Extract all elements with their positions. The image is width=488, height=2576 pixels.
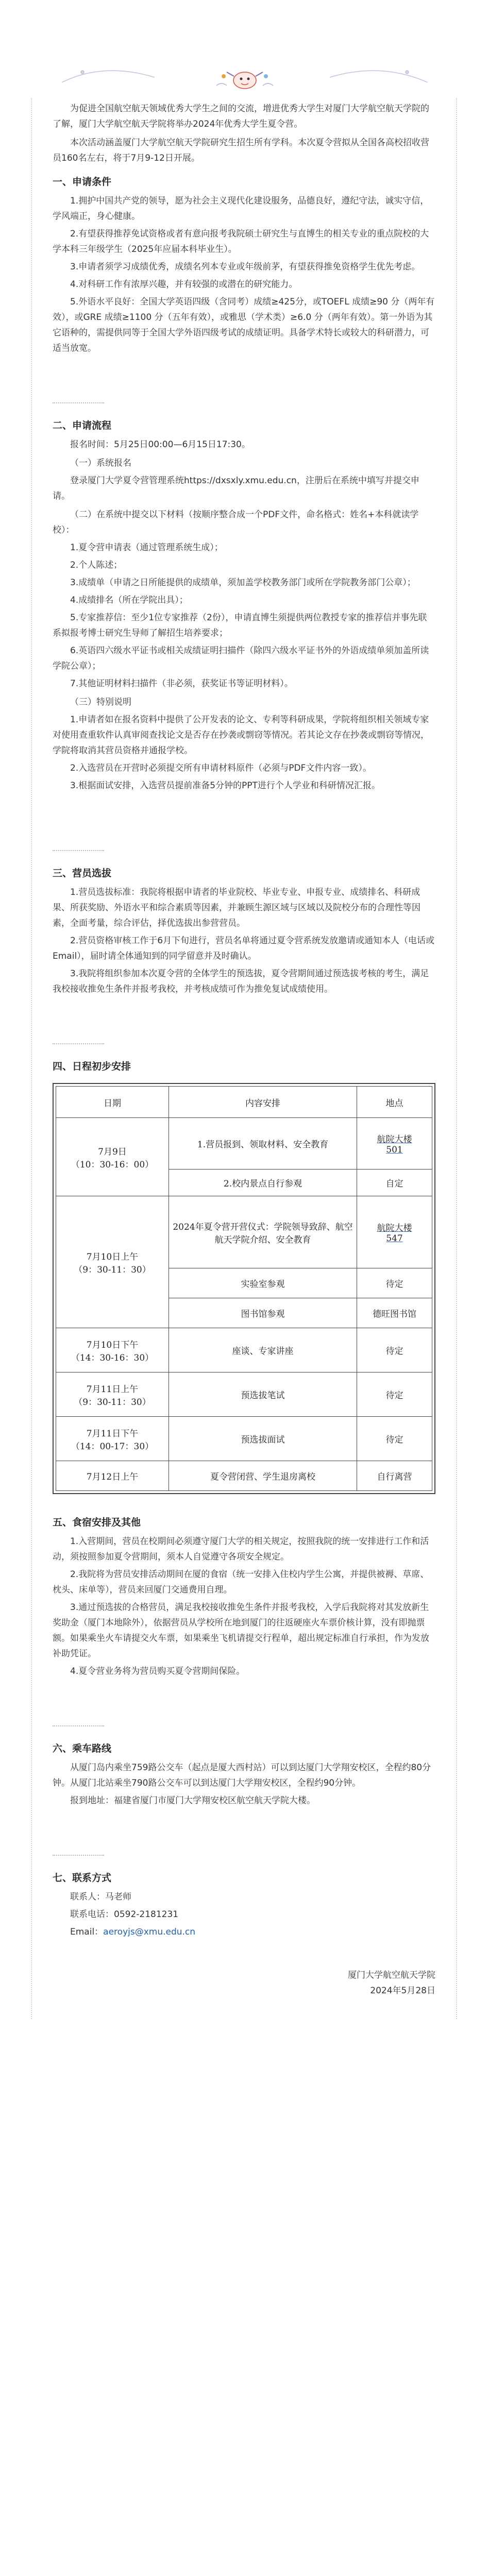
schedule-date: 7月10日下午 （14：30-16：30） [56, 1328, 169, 1372]
list-item: 3.通过预选拔的合格营员，满足我校接收推免生条件并报考我校，入学后我院将对其发放新生奖助金（厦门本地除外），依据营员从学校所在地到厦门的往返硬座火车票价核计算，没有即抛票额。如果乘坐火车请提交火车票，如果乘坐飞机请提交行程单，超出规定标准自行承担，作为发放补助凭证。 [53, 1602, 429, 1659]
schedule-date: 7月12日上午 [56, 1461, 169, 1491]
contact-line [53, 1889, 435, 1905]
phone-line [53, 1907, 435, 1922]
note-item: 1.申请者如在报名资料中提供了公开发表的论文、专利等科研成果，学院将组织相关领域专家对使用查重软件认真审阅查找论文是否存在抄袭或剽窃等情况。若其论文存在抄袭或剽窃等情况，学院将取消其营员资格并通报学校。 [53, 715, 429, 756]
schedule-date: 7月10日上午 （9：30-11：30） [56, 1196, 169, 1328]
table-row [56, 1328, 432, 1372]
schedule-location: 待定 [357, 1372, 432, 1417]
schedule-date: 7月9日 （10：30-16：00） [56, 1118, 169, 1196]
contact-name: 马老师 [105, 1892, 131, 1902]
email-line [53, 1924, 435, 1940]
schedule-content: 1.营员报到、领取材料、安全教育 [169, 1118, 357, 1170]
material-item: 6.英语四六级水平证书或相关成绩证明扫描件（除四六级水平证书外的外语成绩单须加盖所读学院公章）； [53, 646, 429, 671]
schedule-content: 预选拔笔试 [169, 1372, 357, 1417]
material-item: 4.成绩排名（所在学院出具）； [70, 595, 188, 605]
schedule-location: 待定 [357, 1417, 432, 1461]
list-item: 4.夏令营业务将为营员购买夏令营期间保险。 [70, 1666, 245, 1676]
schedule-date: 7月11日下午 （14：00-17：30） [56, 1417, 169, 1461]
content-frame [31, 98, 457, 2019]
schedule-content: 夏令营闭营、学生退房离校 [169, 1461, 357, 1491]
schedule-content: 2.校内景点自行参观 [169, 1170, 357, 1196]
table-row [56, 1461, 432, 1491]
section-divider [53, 1725, 104, 1726]
section-divider [53, 850, 104, 851]
table-row [56, 1196, 432, 1268]
list-item: 4.对科研工作有浓厚兴趣，并有较强的或潜在的研究能力。 [70, 279, 298, 290]
material-item: 5.专家推荐信：至少1位专家推荐（2份），申请直博生须提供两位教授专家的推荐信并事先联系拟报考博士研究生导师了解招生培养要求； [53, 613, 427, 638]
contact-label: 联系人： [70, 1892, 105, 1902]
section-heading: 七、联系方式 [53, 1872, 112, 1884]
route-text: 从厦门岛内乘坐759路公交车（起点是厦大西村站）可以到达厦门大学翔安校区，全程约80分钟。从厦门北站乘坐790路公交车可以到达厦门大学翔安校区，全程约90分钟。 [53, 1762, 431, 1788]
section-heading: 二、申请流程 [53, 420, 112, 431]
subsection-heading: （一）系统报名 [70, 458, 131, 468]
subsection-heading: （二）在系统中提交以下材料（按顺序整合成一个PDF文件，命名格式：姓名+本科就读学校）： [53, 510, 419, 535]
list-item: 5.外语水平良好：全国大学英语四级（含同考）成绩≥425分，或TOEFL 成绩≥90 分（两年有效），或GRE 成绩≥1100 分（五年有效），或雅思（学术类）≥6.0 分（两年有效）。第一外语为其它语种的，需提供同等于全国大学外语四级考试的成绩证明。具备学术特长或较大的科研潜力，可适当放宽。 [53, 297, 435, 353]
schedule-location: 待定 [357, 1328, 432, 1372]
schedule-content: 实验室参观 [169, 1268, 357, 1298]
table-header-row [56, 1087, 432, 1118]
list-item: 3.申请者须学习成绩优秀，成绩名列本专业或年级前茅，有望获得推免资格学生优先考虑。 [70, 262, 420, 272]
application-date: 报名时间：5月25日00:00—6月15日17:30。 [70, 439, 250, 450]
email-link[interactable]: aeroyjs@xmu.edu.cn [103, 1927, 196, 1937]
list-item: 2.有望获得推荐免试资格或者有意向报考我院硕士研究生与直博生的相关专业的重点院校的大学本科三年级学生（2025年应届本科毕业生）。 [53, 229, 429, 255]
note-item: 3.根据面试安排，入选营员提前准备5分钟的PPT进行个人学业和科研情况汇报。 [70, 781, 380, 791]
list-item: 2.营员资格审核工作于6月下旬进行，营员名单将通过夏令营系统发放邀请或通知本人（电话或Email），届时请全体通知到的同学留意并及时确认。 [53, 936, 435, 961]
section-heading: 四、日程初步安排 [53, 1061, 131, 1072]
column-header: 日期 [56, 1087, 169, 1118]
signature-date: 2024年5月28日 [370, 1986, 435, 1996]
list-item: 3.我院将组织参加本次夏令营的全体学生的预选拔，夏令营期间通过预选拔考核的考生，满足我校接收推免生条件并报考我校，并考核成绩可作为推免复试成绩使用。 [53, 969, 429, 994]
material-item: 7.其他证明材料扫描件（非必须，获奖证书等证明材料）。 [70, 679, 293, 689]
material-item: 1.夏令营申请表（通过管理系统生成）； [70, 543, 223, 553]
section-heading: 六、乘车路线 [53, 1743, 112, 1754]
note-item: 2.入选营员在开营时必须提交所有申请材料原件（必须与PDF文件内容一致）。 [70, 763, 372, 773]
column-header: 地点 [357, 1087, 432, 1118]
mascot-icon [211, 61, 278, 92]
material-item: 2.个人陈述； [70, 560, 123, 570]
section-heading: 五、食宿安排及其他 [53, 1517, 141, 1528]
list-item: 2.我院将为营员安排活动期间在厦的食宿（统一安排入住校内学生公寓，并提供被褥、草席、枕头、床单等），营员来回厦门交通费用自理。 [53, 1569, 429, 1595]
schedule-date: 7月11日上午 （9：30-11：30） [56, 1372, 169, 1417]
schedule-content: 2024年夏令营开营仪式：学院领导致辞、航空航天学院介绍、安全教育 [169, 1196, 357, 1268]
schedule-location: 航院大楼 501 [357, 1118, 432, 1170]
schedule-location: 待定 [357, 1268, 432, 1298]
email-label: Email： [70, 1927, 104, 1937]
table-row [56, 1118, 432, 1170]
address-text: 报到地址：福建省厦门市厦门大学翔安校区航空航天学院大楼。 [70, 1795, 315, 1806]
schedule-content: 图书馆参观 [169, 1298, 357, 1328]
material-item: 3.成绩单（申请之日所能提供的成绩单，须加盖学校教务部门或所在学院教务部门公章）； [70, 578, 416, 588]
schedule-content: 预选拔面试 [169, 1417, 357, 1461]
schedule-location: 航院大楼 547 [357, 1196, 432, 1268]
subsection-heading: （三）特别说明 [70, 697, 131, 707]
section-divider [53, 402, 104, 403]
schedule-content: 座谈、专家讲座 [169, 1328, 357, 1372]
list-item: 1.营员选拔标准：我院将根据申请者的毕业院校、毕业专业、申报专业、成绩排名、科研成果、所获奖励、外语水平和综合素质等因素，并兼顾生源区域与区域以及院校分布的合理性等因素，全面考量，综合评估，择优选拔出参营营员。 [53, 887, 420, 928]
schedule-table-frame [53, 1083, 435, 1494]
section-divider [53, 1855, 104, 1856]
table-row [56, 1372, 432, 1417]
section-heading: 三、营员选拔 [53, 868, 112, 879]
schedule-location: 自行离营 [357, 1461, 432, 1491]
list-item: 1.入营期间，营员在校期间必须遵守厦门大学的相关规定，按照我院的统一安排进行工作和活动，须按照参加夏令营期间，须本人自觉遵守各项安全规定。 [53, 1536, 429, 1562]
schedule-location: 德旺图书馆 [357, 1298, 432, 1328]
section-heading: 一、申请条件 [53, 176, 112, 188]
phone-number: 0592-2181231 [114, 1909, 179, 1920]
signature-org: 厦门大学航空航天学院 [348, 1970, 435, 1980]
system-registration-text: 登录厦门大学夏令营管理系统https://dxsxly.xmu.edu.cn，注册后在系统中填写并提交申请。 [53, 476, 419, 501]
phone-label: 联系电话： [70, 1909, 114, 1920]
schedule-table [56, 1086, 432, 1491]
signature-block [32, 1968, 456, 1998]
column-header: 内容安排 [169, 1087, 357, 1118]
intro-paragraph: 为促进全国航空航天领域优秀大学生之间的交流，增进优秀大学生对厦门大学航空航天学院的了解，厦门大学航空航天学院将举办2024年优秀大学生夏令营。 [53, 104, 429, 129]
list-item: 1.拥护中国共产党的领导，愿为社会主义现代化建设服务，品德良好，遵纪守法，诚实守信，学风端正，身心健康。 [53, 196, 429, 222]
table-row [56, 1417, 432, 1461]
schedule-location: 自定 [357, 1170, 432, 1196]
intro-paragraph: 本次活动涵盖厦门大学航空航天学院研究生招生所有学科。本次夏令营拟从全国各高校招收营员160名左右，将于7月9-12日开展。 [53, 138, 429, 163]
section-divider [53, 1043, 104, 1044]
